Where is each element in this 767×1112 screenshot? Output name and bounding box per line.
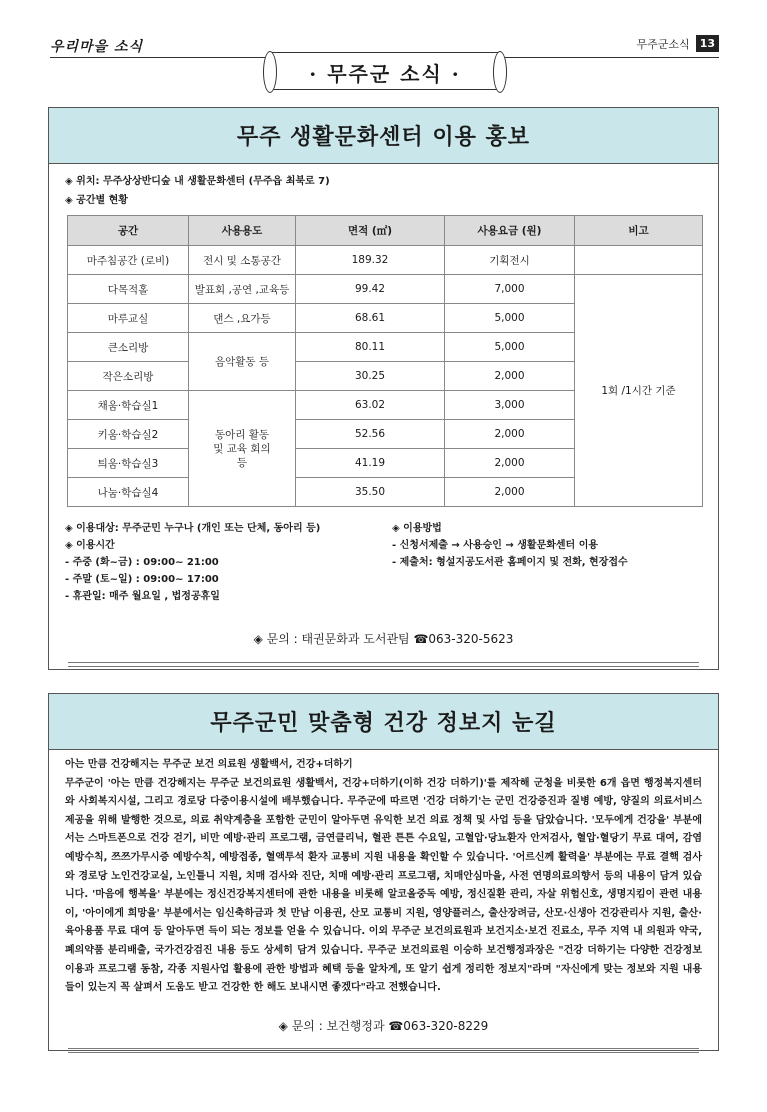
culture-title-bar <box>49 108 718 164</box>
cell-fee: 5,000 <box>445 304 575 333</box>
cell-space: 큰소리방 <box>68 333 189 362</box>
usage-line: - 신청서제출 → 사용승인 → 생활문화센터 이용 <box>392 540 599 551</box>
usage-line: ◈ 이용방법 <box>392 523 442 534</box>
culture-contact: ◈ 문의 : 태권문화과 도서관팀 ☎063-320-5623 <box>253 632 514 646</box>
health-contact: ◈ 문의 : 보건행정과 ☎063-320-8229 <box>278 1019 489 1033</box>
section-banner <box>270 52 500 90</box>
col-header: 사용용도 <box>189 216 296 246</box>
table-header-row <box>68 216 703 246</box>
cell-use: 발표회 ,공연 ,교육등 <box>189 275 296 304</box>
cell-space: 마주침공간 (로비) <box>68 246 189 275</box>
cell-area: 80.11 <box>296 333 445 362</box>
cell-area: 30.25 <box>296 362 445 391</box>
usage-line: ◈ 이용시간 <box>65 540 115 551</box>
cell-fee: 3,000 <box>445 391 575 420</box>
usage-line: - 휴관일: 매주 월요일 , 법정공휴일 <box>65 591 220 602</box>
health-title: 무주군민 맞춤형 건강 정보지 눈길 <box>210 710 557 736</box>
cell-space: 틔움·학습실3 <box>68 449 189 478</box>
status-heading: ◈ 공간별 현황 <box>65 195 128 206</box>
cell-fee: 2,000 <box>445 478 575 507</box>
cell-fee: 2,000 <box>445 362 575 391</box>
cell-space: 채움·학습실1 <box>68 391 189 420</box>
location-line: ◈ 위치: 무주상상반디숲 내 생활문화센터 (무주읍 최북로 7) <box>65 176 330 187</box>
usage-info-right <box>392 520 628 571</box>
cell-space: 나눔·학습실4 <box>68 478 189 507</box>
health-title-bar <box>49 694 718 750</box>
health-article-text <box>65 756 702 998</box>
table-row <box>68 246 703 275</box>
cell-area: 63.02 <box>296 391 445 420</box>
col-header: 비고 <box>575 216 703 246</box>
page-number: 13 <box>696 35 719 52</box>
usage-info-left <box>65 520 320 605</box>
cell-fee: 기획전시 <box>445 246 575 275</box>
col-header: 면적 (㎡) <box>296 216 445 246</box>
page-header-right <box>637 35 719 52</box>
divider <box>68 1048 699 1053</box>
cell-space: 키움·학습실2 <box>68 420 189 449</box>
culture-center-article <box>48 107 719 670</box>
cell-space: 마루교실 <box>68 304 189 333</box>
cell-fee: 7,000 <box>445 275 575 304</box>
usage-line: - 주말 (토~일) : 09:00~ 17:00 <box>65 574 219 585</box>
masthead-logo: 우리마을 소식 <box>50 39 144 55</box>
usage-line: - 제출처: 형설지공도서관 홈페이지 및 전화, 현장접수 <box>392 557 628 568</box>
cell-use: 전시 및 소통공간 <box>189 246 296 275</box>
table-row <box>68 275 703 304</box>
cell-use: 동아리 활동 및 교육 회의 등 <box>189 391 296 507</box>
cell-fee: 2,000 <box>445 420 575 449</box>
health-body: 무주군이 '아는 만큼 건강해지는 무주군 보건의료원 생활백서, 건강+더하기(이하 건강 더하기)'를 제작해 군청을 비롯한 6개 읍면 행정복지센터와 사회복지시설, 그리고 경로당 다중이용시설에 배부했습니다. 무주군에 따르면 '건강 더하기'는 군민 건강증진과 질병 예방, 양질의 의료서비스 제공을 위해 발행한 것으로, 의료 취약계층을 포함한 군민이 알아두면 유익한 보건 의료 정책 및 사업 등을 담았습니다. '모두에게 건강을' 부분에서는 스마트폰으로 건강 걷기, 비만 예방·관리 프로그램, 금연클리닉, 혈관 튼튼 수요일, 고혈압·당뇨환자 안저검사, 혈압·혈당기 무료 대여, 감염 예방수칙, 쯔쯔가무시증 예방수칙, 예방접종, 혈액투석 환자 교통비 지원 내용을 확인할 수 있습니다. '어르신께 활력을' 부분에는 무료 결핵 검사와 경로당 노인건강교실, 노인틀니 지원, 치매 검사와 진단, 치매 예방·관리 프로그램, 치매안심마을, 사전 연명의료의향서 등의 내용이 담겨 있습니다. '마음에 행복을' 부분에는 정신건강복지센터에 관한 내용을 비롯해 알코올중독 예방, 정신질환 관리, 자살 위험신호, 생명지킴이 관련 내용이, '아이에게 희망을' 부분에서는 임신축하금과 첫 만남 이용권, 산모 교통비 지원, 영양플러스, 출산장려금, 산모·신생아 건강관리사 지원, 출산·육아용품 무료 대여 등 알아두면 득이 되는 정보를 얻을 수 있습니다. 이외 무주군 보건의료원과 보건지소·보건 진료소, 무주 지역 내 의원과 약국, 폐의약품 분리배출, 국가건강검진 내용 등도 상세히 담겨 있습니다. 무주군 보건의료원 이승하 보건행정과장은 "건강 더하기는 다양한 건강정보 이용과 프로그램 동참, 각종 지원사업 활용에 관한 방법과 혜택 등을 알차게, 또 알기 쉽게 정리한 정보지"라며 "자신에게 맞는 정보와 지원 내용들이 있는지 꼭 살펴서 도움도 받고 건강한 한 해도 보내시면 좋겠다"라고 전했습니다. <box>65 777 702 994</box>
cell-use: 음악활동 등 <box>189 333 296 391</box>
cell-note: 1회 /1시간 기준 <box>575 275 703 507</box>
health-subtitle: 아는 만큼 건강해지는 무주군 보건 의료원 생활백서, 건강+더하기 <box>65 759 353 770</box>
cell-area: 52.56 <box>296 420 445 449</box>
cell-area: 189.32 <box>296 246 445 275</box>
section-name: 무주군소식 <box>636 37 690 51</box>
cell-area: 41.19 <box>296 449 445 478</box>
usage-line: - 주중 (화~금) : 09:00~ 21:00 <box>65 557 219 568</box>
usage-line: ◈ 이용대상: 무주군민 누구나 (개인 또는 단체, 동아리 등) <box>65 523 321 534</box>
cell-use: 댄스 ,요가등 <box>189 304 296 333</box>
col-header: 공간 <box>68 216 189 246</box>
cell-note-empty <box>575 246 703 275</box>
divider <box>68 662 699 667</box>
cell-area: 68.61 <box>296 304 445 333</box>
cell-area: 99.42 <box>296 275 445 304</box>
cell-fee: 2,000 <box>445 449 575 478</box>
cell-fee: 5,000 <box>445 333 575 362</box>
culture-title: 무주 생활문화센터 이용 홍보 <box>236 124 530 150</box>
cell-space: 작은소리방 <box>68 362 189 391</box>
space-table <box>67 215 703 507</box>
cell-area: 35.50 <box>296 478 445 507</box>
banner-title: · 무주군 소식 · <box>309 62 461 86</box>
health-guide-article <box>48 693 719 1051</box>
col-header: 사용요금 (원) <box>445 216 575 246</box>
cell-space: 다목적홀 <box>68 275 189 304</box>
